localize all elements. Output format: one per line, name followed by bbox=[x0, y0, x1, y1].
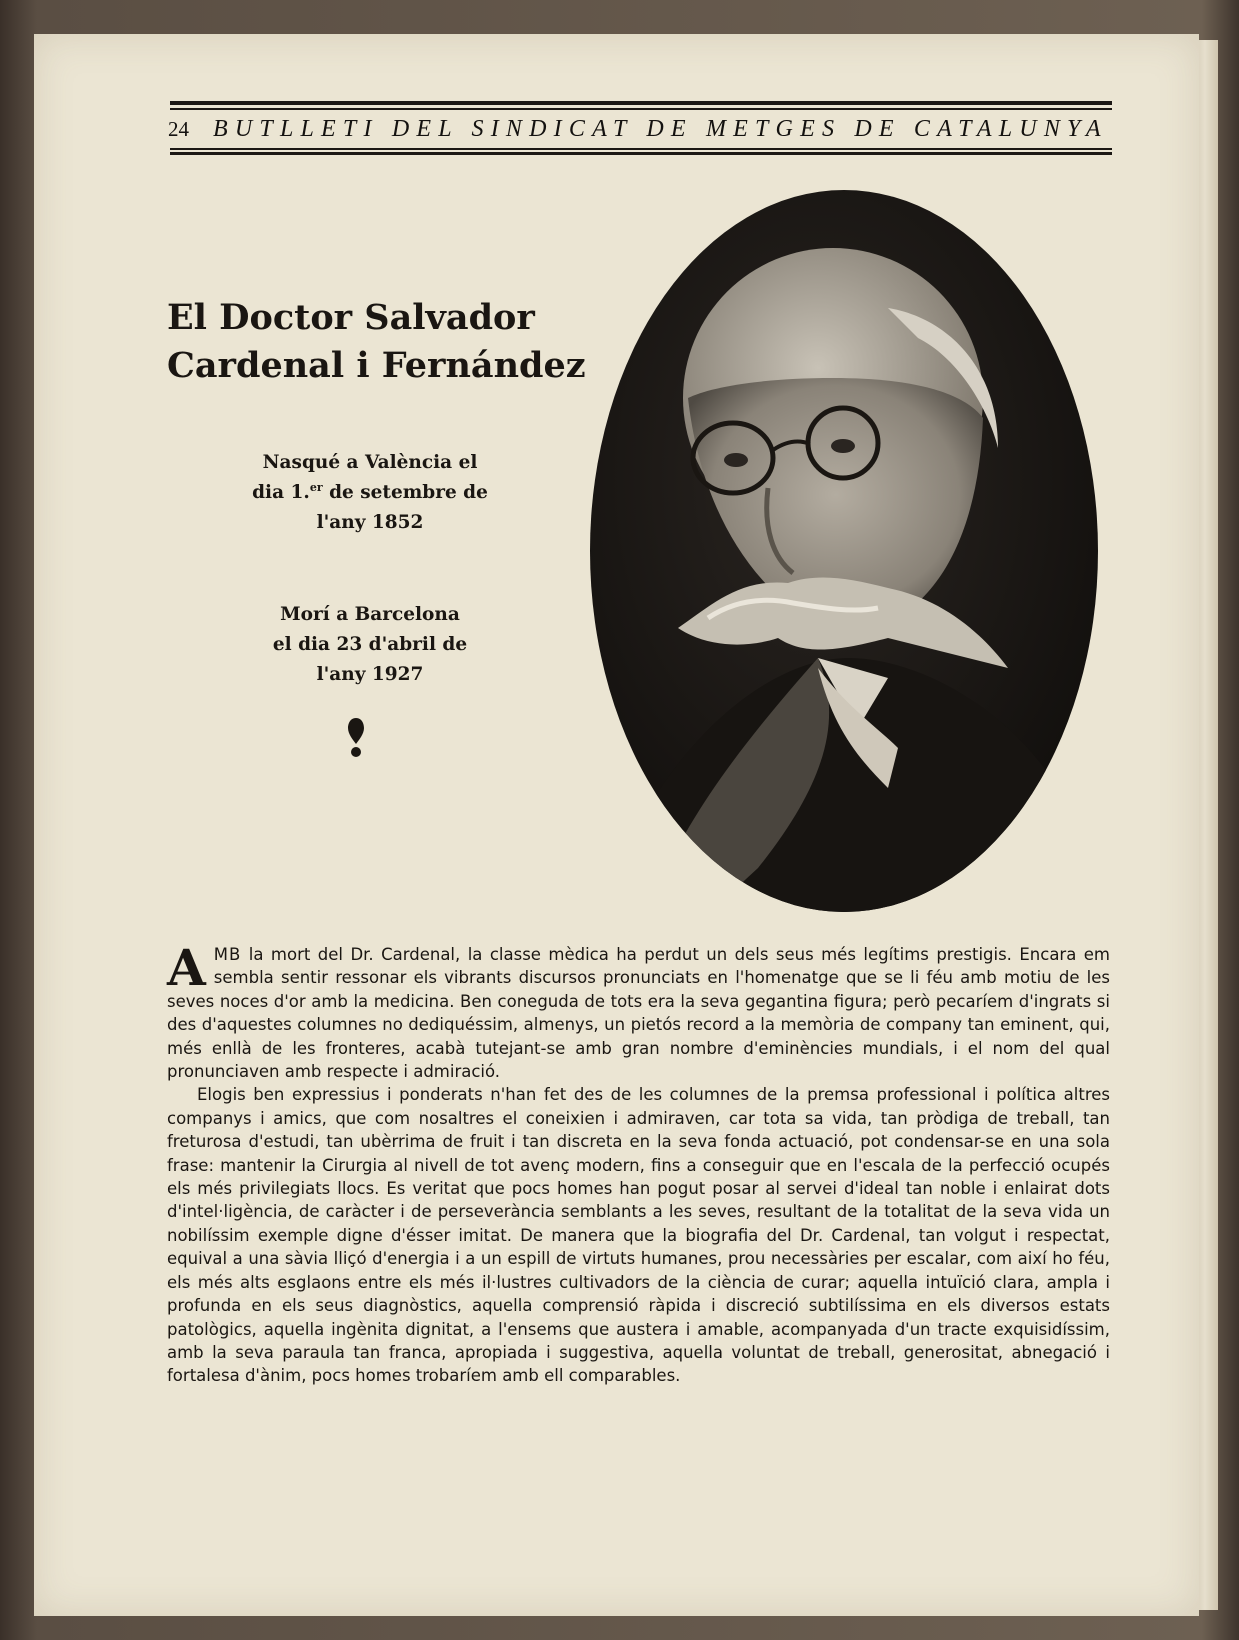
death-line: Morí a Barcelona bbox=[280, 604, 460, 625]
header-rule-bottom-thick bbox=[170, 152, 1112, 155]
page-number: 24 bbox=[168, 116, 189, 141]
header-rule-top-thin bbox=[170, 108, 1112, 110]
birth-month: de setembre de bbox=[322, 482, 488, 503]
portrait-photo bbox=[588, 188, 1100, 914]
paragraph bbox=[167, 938, 1110, 1083]
drop-cap: A bbox=[167, 938, 206, 997]
journal-title: BUTLLETI DEL SINDICAT DE METGES DE CATALUNYA bbox=[213, 115, 1108, 142]
next-page-edge bbox=[1196, 40, 1218, 1610]
title-line: El Doctor Salvador bbox=[167, 297, 535, 338]
birth-line: l'any 1852 bbox=[316, 512, 424, 533]
death-line: el dia 23 d'abril de bbox=[272, 634, 468, 655]
header-rule-bottom-thin bbox=[170, 148, 1112, 150]
paragraph: Elogis ben expressius i ponderats n'han fet des de les columnes de la premsa professional i política altres companys i amics, que com nosaltres el coneixien i admiraven, car tota sa vida, tan pròdiga de treball, tan freturosa d'estudi, tan ubèrrima de fruit i tan discreta en la seva fonda actuació, pot condensar-se en una sola frase: mantenir la Cirurgia al nivell de tot avenç modern, fins a conseguir que en l'escala de la perfecció ocupés els més privilegiats llocs. Es veritat que pocs homes han pogut posar al servei d'ideal tan noble i enlairat dots d'intel·ligència, de caràcter i de perseverància semblants a les seves, resultant de la totalitat de la seva vida un nobilíssim exemple digne d'ésser imitat. De manera que la biografia del Dr. Cardenal, tan volgut i respectat, equival a una sàvia lliçó d'energia i a un espill de virtuts humanes, prou necessàries per escalar, com així ho féu, els més alts esglaons entre els més il·lustres cultivadors de la ciència de curar; aquella intuïció clara, ampla i profunda en els seus diagnòstics, aquella comprensió ràpida i discreció subtilíssima en els diversos estats patològics, aquella ingènita dignitat, a l'ensems que austera i amable, acompanyada d'un tracte exquisidíssim, amb la seva paraula tan franca, apropiada i suggestiva, aquella voluntat de treball, generositat, abnegació i fortalesa d'ànim, pocs homes trobaríem amb ell comparables. bbox=[167, 1085, 1110, 1386]
death-line: l'any 1927 bbox=[316, 664, 424, 685]
birth-line bbox=[220, 478, 520, 508]
birth-day: dia 1. bbox=[252, 482, 310, 503]
ordinal-suffix: er bbox=[309, 480, 323, 494]
article-body bbox=[167, 938, 1110, 1388]
birth-line: Nasqué a València el bbox=[262, 452, 478, 473]
death-note bbox=[220, 600, 520, 690]
opening-word: MB bbox=[213, 945, 242, 964]
title-line: Cardenal i Fernández bbox=[167, 345, 586, 386]
birth-note bbox=[220, 448, 520, 538]
article-title bbox=[167, 294, 587, 390]
header-rule-top-thick bbox=[170, 101, 1112, 105]
running-head bbox=[168, 114, 1116, 144]
ornament-icon bbox=[346, 716, 366, 758]
paragraph-text: la mort del Dr. Cardenal, la classe mèdica ha perdut un dels seus més legítims prestigis. Encara em sembla sentir ressonar els vibrants discursos pronunciats en l'homenatge que se li féu amb motiu de les seves noces d'or amb la medicina. Ben coneguda de tots era la seva gegantina figura; però pecaríem d'ingrats si des d'aquestes columnes no dediquéssim, almenys, un pietós record a la memòria de company tan eminent, qui, més enllà de les fronteres, acabà tutejant-se amb gran nombre d'eminències mundials, i el nom del qual pronunciaven amb respecte i admiració. bbox=[167, 945, 1110, 1082]
